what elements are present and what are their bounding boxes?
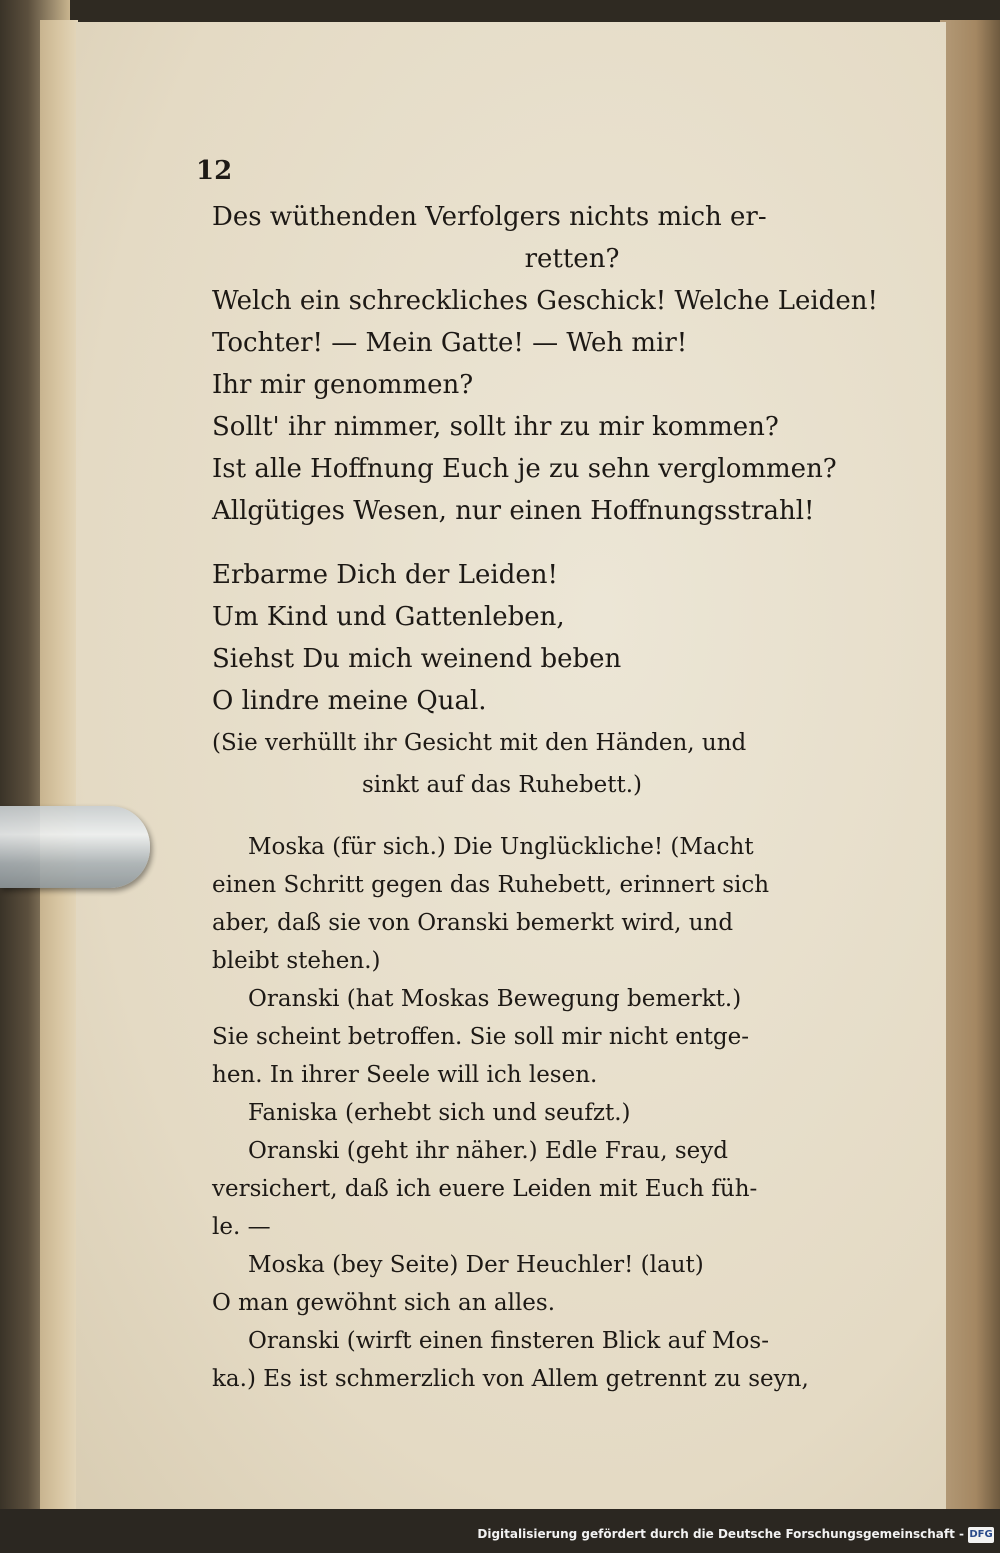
verse-line: O lindre meine Qual.	[212, 686, 487, 716]
prose-line: einen Schritt gegen das Ruhebett, erinnert sich	[212, 872, 770, 898]
book-edge-right	[940, 20, 1000, 1510]
prose-line: Sie scheint betroffen. Sie soll mir nicht entge-	[212, 1024, 750, 1050]
funding-credit: Digitalisierung gefördert durch die Deutsche Forschungsgemeinschaft -	[477, 1527, 964, 1541]
prose-line: Oranski (hat Moskas Bewegung bemerkt.)	[248, 986, 742, 1012]
verse-line: Welch ein schreckliches Geschick! Welche Leiden!	[212, 286, 878, 316]
prose-line: O man gewöhnt sich an alles.	[212, 1290, 556, 1316]
prose-line: le. —	[212, 1214, 271, 1240]
stage-direction: (Sie verhüllt ihr Gesicht mit den Händen, und	[212, 730, 747, 756]
verse-line: Allgütiges Wesen, nur einen Hoffnungsstrahl!	[212, 496, 815, 526]
prose-line: aber, daß sie von Oranski bemerkt wird, und	[212, 910, 734, 936]
prose-line: ka.) Es ist schmerzlich von Allem getrennt zu seyn,	[212, 1366, 809, 1392]
verse-line: Tochter! — Mein Gatte! — Weh mir!	[212, 328, 688, 358]
verse-line: Sollt' ihr nimmer, sollt ihr zu mir kommen?	[212, 412, 779, 442]
prose-line: Moska (bey Seite) Der Heuchler! (laut)	[248, 1252, 704, 1278]
prose-line: Oranski (wirft einen finsteren Blick auf Mos-	[248, 1328, 769, 1354]
verse-line: Erbarme Dich der Leiden!	[212, 560, 558, 590]
dfg-logo-icon: DFG	[968, 1527, 994, 1543]
verse-line: Des wüthenden Verfolgers nichts mich er-	[212, 202, 767, 232]
page-text	[212, 196, 878, 1398]
prose-line: hen. In ihrer Seele will ich lesen.	[212, 1062, 598, 1088]
verse-line: retten?	[524, 244, 620, 274]
verse-line: Siehst Du mich weinend beben	[212, 644, 622, 674]
page-edge	[40, 20, 78, 1510]
stage-direction: sinkt auf das Ruhebett.)	[362, 772, 643, 798]
page-number: 12	[196, 156, 233, 186]
footer-bar	[0, 1509, 1000, 1553]
verse-line: Ist alle Hoffnung Euch je zu sehn verglommen?	[212, 454, 837, 484]
verse-line: Ihr mir genommen?	[212, 370, 474, 400]
verse-line: Um Kind und Gattenleben,	[212, 602, 565, 632]
prose-line: Moska (für sich.) Die Unglückliche! (Macht	[248, 834, 754, 860]
page-clip	[0, 806, 150, 888]
prose-line: Oranski (geht ihr näher.) Edle Frau, seyd	[248, 1138, 728, 1164]
prose-line: bleibt stehen.)	[212, 948, 381, 974]
prose-line: versichert, daß ich euere Leiden mit Euch füh-	[212, 1176, 758, 1202]
prose-line: Faniska (erhebt sich und seufzt.)	[248, 1100, 631, 1126]
